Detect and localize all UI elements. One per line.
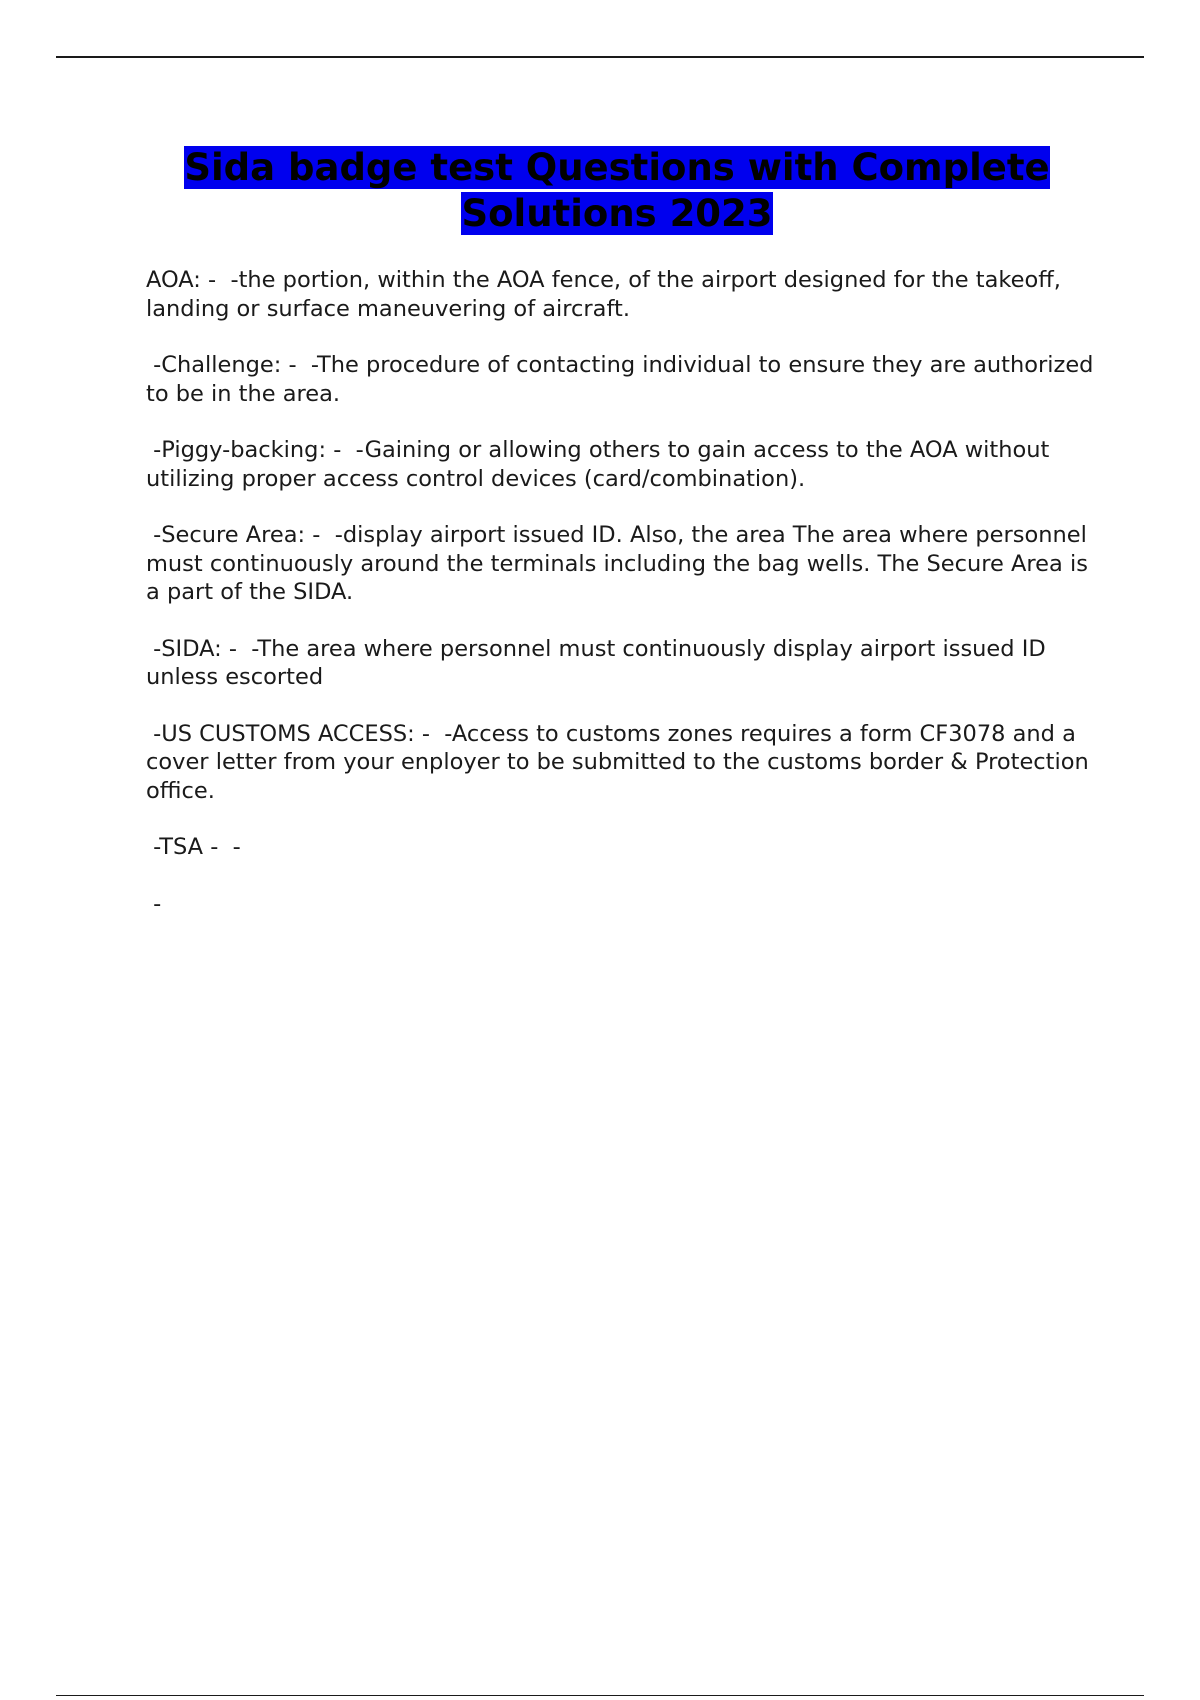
entry-us-customs-access: -US CUSTOMS ACCESS: - -Access to customs zones requires a form CF3078 and a cover letter from your enployer to be submitted to the customs border & Protection office.: [146, 720, 1096, 804]
document-title: Sida badge test Questions with Complete Solutions 2023: [184, 146, 1050, 235]
header-rule: [56, 56, 1144, 58]
entry-piggy-backing: -Piggy-backing: - -Gaining or allowing others to gain access to the AOA without utilizing proper access control devices (card/combination).: [146, 437, 1057, 492]
entry-empty: -: [146, 890, 162, 917]
entry-aoa: AOA: - -the portion, within the AOA fence, of the airport designed for the takeoff, landing or surface maneuvering of aircraft.: [146, 267, 1069, 322]
entry-sida: -SIDA: - -The area where personnel must continuously display airport issued ID unless escorted: [146, 635, 1053, 690]
entry-secure-area: -Secure Area: - -display airport issued ID. Also, the area The area where personnel must continuously around the terminals including the bag wells. The Secure Area is a part of the SIDA.: [146, 522, 1096, 605]
title-block: [146, 145, 1088, 237]
footer-rule: [56, 1695, 1144, 1696]
document-body: [146, 266, 1101, 946]
entry-challenge: -Challenge: - -The procedure of contacting individual to ensure they are authorized to be in the area.: [146, 352, 1101, 407]
entry-tsa: -TSA - -: [146, 834, 241, 860]
